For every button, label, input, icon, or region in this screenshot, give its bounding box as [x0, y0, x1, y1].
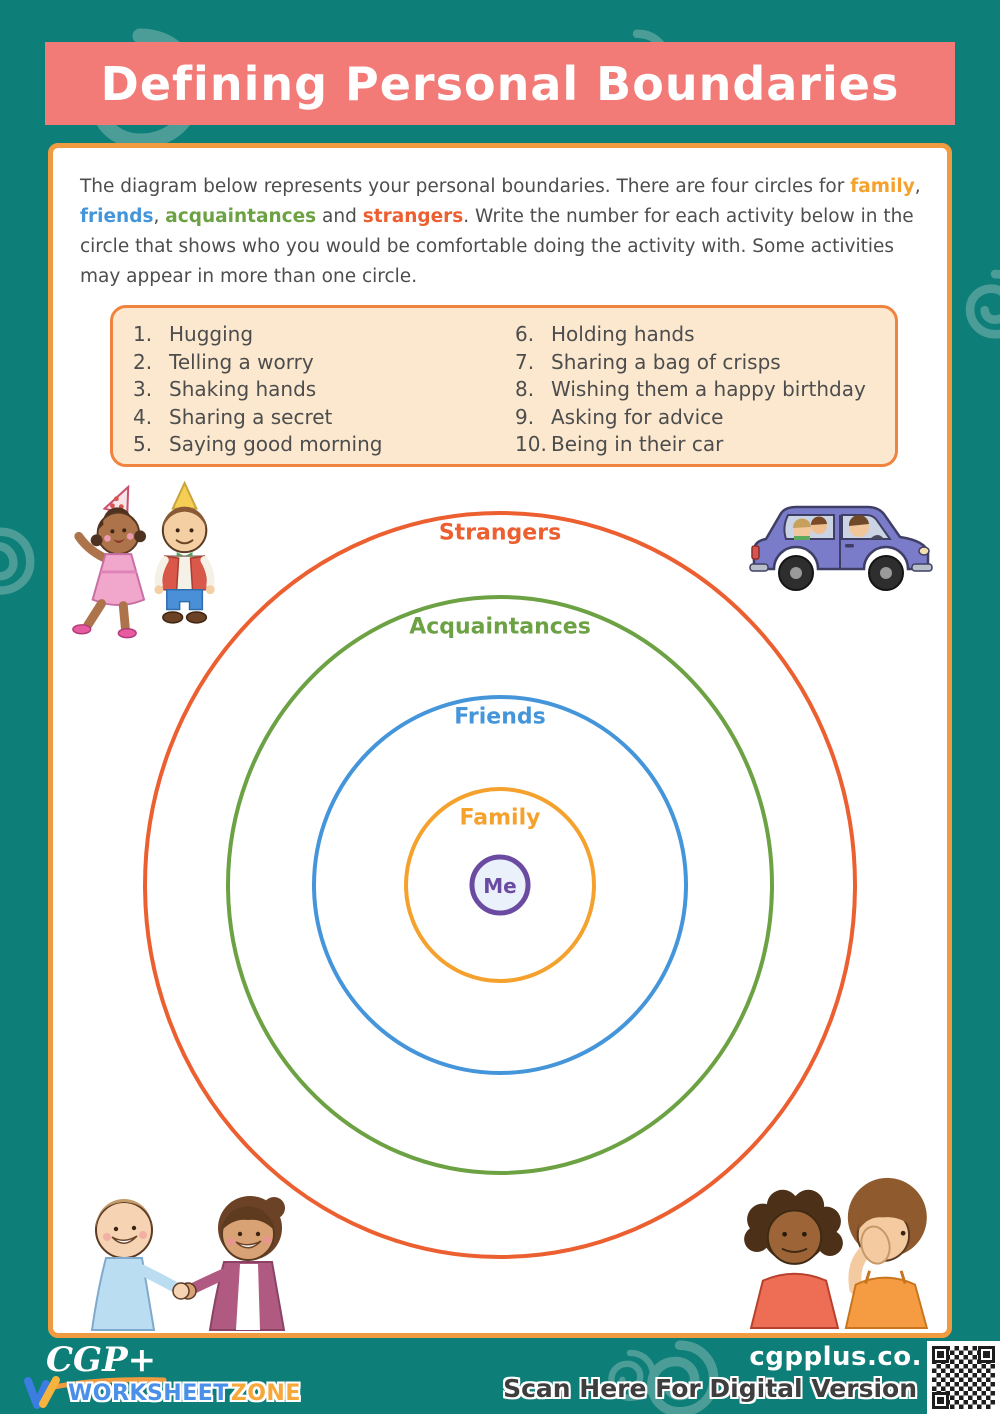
handshake-children-illustration: [62, 1178, 312, 1333]
spiral-decoration: [952, 262, 1000, 348]
qr-finder-icon: [932, 1346, 949, 1363]
acquaintances-label: Acquaintances: [409, 614, 591, 640]
activity-number: 8.: [515, 377, 535, 401]
activity-label: Saying good morning: [169, 432, 383, 456]
activity-number: 5.: [133, 432, 153, 456]
worksheet-card: [48, 143, 952, 1338]
whispering-children-illustration: [716, 1172, 952, 1331]
qr-finder-icon: [932, 1392, 949, 1409]
activity-label: Telling a worry: [169, 349, 314, 374]
activity-number: 4.: [133, 404, 153, 429]
acquaintances-keyword: acquaintances: [165, 206, 317, 227]
boundary-circles-diagram: [53, 148, 947, 1333]
party-children-illustration: [62, 478, 235, 653]
activity-label: Shaking hands: [169, 377, 317, 401]
site-url-text: cgpplus.co.: [749, 1342, 922, 1372]
activity-number: 9.: [515, 404, 535, 429]
scan-here-text: Scan Here For Digital Version: [503, 1374, 917, 1403]
activity-number: 1.: [133, 322, 153, 346]
activity-number: 6.: [515, 322, 535, 346]
activity-label: Hugging: [169, 322, 254, 346]
instructions-separator: and: [316, 206, 363, 227]
instructions-separator: ,: [153, 206, 166, 227]
page-title: Defining Personal Boundaries: [100, 56, 900, 111]
qr-code: [927, 1341, 1000, 1414]
family-label: Family: [459, 805, 541, 831]
worksheetzone-logo: [22, 1376, 301, 1410]
cgp-plus-logo: CGP+: [46, 1340, 157, 1380]
me-label: Me: [483, 874, 517, 898]
zone-watermark-text: ZONE: [230, 1380, 301, 1406]
qr-code-modules: [932, 1346, 995, 1409]
activity-label: Being in their car: [551, 432, 724, 456]
family-keyword: family: [850, 176, 915, 197]
activity-label: Asking for advice: [551, 404, 724, 429]
header-banner: [45, 42, 955, 125]
activity-number: 3.: [133, 377, 153, 401]
instructions-segment: . Write the number for each activity below in the circle that shows who you would be comfortable doing the activity with. Some activities may appear in more than one circle.: [80, 206, 914, 287]
spiral-decoration: [0, 520, 42, 604]
strangers-label: Strangers: [438, 520, 562, 546]
instructions-separator: ,: [914, 176, 921, 197]
activity-number: 10.: [515, 432, 547, 456]
worksheetzone-w-icon: [22, 1376, 66, 1410]
friends-keyword: friends: [80, 206, 154, 227]
activity-label: Sharing a secret: [169, 404, 333, 429]
activity-number: 7.: [515, 349, 535, 374]
instructions-segment: The diagram below represents your personal boundaries. There are four circles for: [80, 176, 851, 197]
activity-label: Holding hands: [551, 322, 695, 346]
strangers-keyword: strangers: [362, 206, 464, 227]
car-illustration: [742, 485, 938, 603]
activity-label: Sharing a bag of crisps: [551, 349, 781, 374]
activity-label: Wishing them a happy birthday: [551, 377, 866, 401]
activity-number: 2.: [133, 349, 153, 374]
friends-label: Friends: [454, 704, 546, 730]
qr-finder-icon: [978, 1346, 995, 1363]
worksheet-watermark-text: WORKSHEET: [68, 1380, 229, 1406]
